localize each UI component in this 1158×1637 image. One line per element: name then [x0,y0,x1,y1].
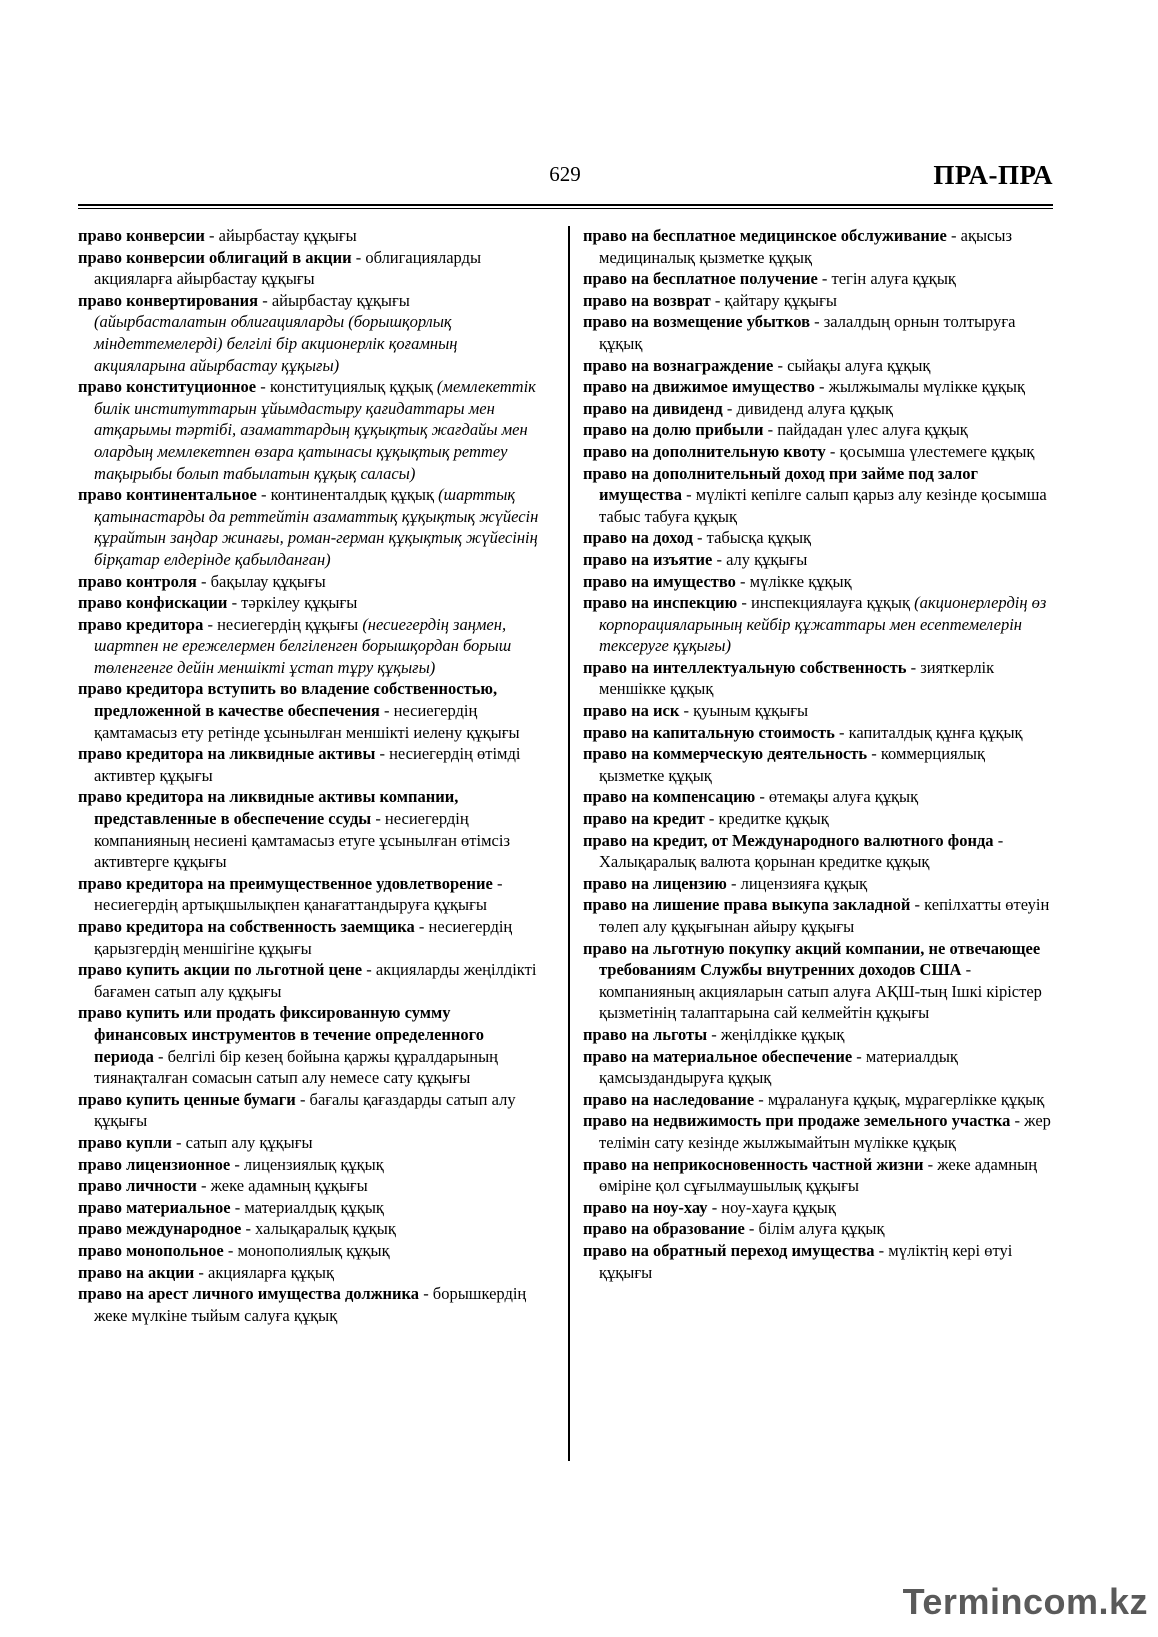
entry-term: право на имущество [583,571,736,591]
entry-definition: - мүліктің кері өтуі құқығы [599,1240,1013,1282]
entry-term: право на доход [583,528,693,548]
entry-term: право кредитора на ликвидные активы компании, представленные в обеспечение ссуды [78,787,459,829]
dictionary-entry [78,484,543,570]
entry-term: право на капитальную стоимость [583,722,835,742]
dictionary-entry [583,808,1053,830]
entry-definition: - материалдық қамсыздандыруға құқық [599,1046,958,1088]
entry-definition: - зияткерлік меншікке құқық [599,657,995,699]
dictionary-entry [78,1002,543,1088]
entry-term: право континентальное [78,485,257,505]
dictionary-entry [583,441,1053,463]
entry-term: право личности [78,1176,197,1196]
entry-definition: - жылжымалы мүлікке құқық [814,377,1026,397]
entry-term: право на наследование [583,1089,755,1109]
entry-term: право кредитора [78,614,204,634]
entry-note: (мемлекеттік билік институттарын ұйымдастыру қағидаттары мен атқарымы тәртібі, азаматтардың құқықтық жағдайы мен олардың мемлекетпен өзара қатынасы құқықтық реттеу тақырыбы болып табылатын құқық саласы) [94,377,536,483]
entry-term: право на движимое имущество [583,377,815,397]
entry-definition: - Халықаралық валюта қорынан кредитке құқық [599,830,1004,872]
entry-term: право кредитора на собственность заемщика [78,917,415,936]
dictionary-entry [583,830,1053,873]
dictionary-entry [78,376,543,484]
dictionary-entry [583,592,1053,657]
entry-definition: - конституциялық құқық [256,377,437,397]
dictionary-entry [78,678,543,743]
entry-term: право конвертирования [78,290,259,310]
dictionary-entry [78,873,543,916]
dictionary-entry [78,290,543,376]
entry-definition: - пайдадан үлес алуға құқық [763,420,968,440]
entry-term: право кредитора на преимущественное удовлетворение [78,873,493,893]
entry-term: право кредитора вступить во владение собственностью, предложенной в качестве обеспечения [78,679,498,721]
entry-definition: - алу құқығы [712,549,808,569]
entry-definition: - облигацияларды акцияларға айырбастау құқығы [94,247,482,289]
entry-term: право на иск [583,701,680,721]
entry-definition: - мүлікке құқық [735,571,852,591]
entry-definition: - несиегердің артықшылықпен қанағаттандыруға құқығы [94,873,503,915]
entry-term: право купить ценные бумаги [78,1089,296,1109]
entry-definition: - қосымша үлестемеге құқық [825,441,1035,461]
dictionary-entry [78,1175,543,1197]
entry-definition: - білім алуға құқық [744,1219,885,1239]
entry-definition: - мүлікті кепілге салып қарыз алу кезінде қосымша табыс табуға құқық [599,485,1047,526]
entry-definition: - монополиялық құқық [223,1240,390,1260]
dictionary-entry [583,1024,1053,1046]
entry-term: право материальное [78,1197,231,1217]
dictionary-entry [583,657,1053,700]
dictionary-entry [583,419,1053,441]
entry-definition: - инспекциялауға құқық [737,593,915,613]
dictionary-entry [583,894,1053,937]
entry-definition: - материалдық құқық [230,1197,384,1217]
entry-term: право на возврат [583,290,711,310]
entry-definition: - акцияларды жеңілдікті бағамен сатып алу құқығы [94,960,537,1001]
dictionary-entry [583,786,1053,808]
entry-term: право конфискации [78,593,228,613]
dictionary-entry [78,743,543,786]
entry-term: право международное [78,1219,242,1239]
dictionary-entry [583,549,1053,571]
entry-term: право на бесплатное медицинское обслуживание [583,226,947,245]
entry-definition: - табысқа құқық [692,528,812,548]
dictionary-entry [583,225,1053,268]
dictionary-entry [583,311,1053,354]
dictionary-entry [583,1046,1053,1089]
entry-definition: - несиегердің қарызгердің меншігіне құқығы [94,917,513,958]
entry-term: право контроля [78,571,197,591]
dictionary-entry [583,1240,1053,1283]
entry-term: право на лицензию [583,873,727,893]
dictionary-entry [78,1283,543,1326]
dictionary-entry [583,355,1053,377]
dictionary-entry [78,1240,543,1262]
entry-definition: - жеке адамның құқығы [196,1176,368,1196]
entry-term: право на изъятие [583,549,713,569]
entry-term: право купли [78,1132,172,1152]
entry-term: право купить акции по льготной цене [78,960,363,980]
entry-note: (акционерлердің өз корпорацияларының кейбір құжаттары мен есептемелерін тексеруге құқығы) [599,593,1047,656]
dictionary-entry [583,268,1053,290]
entry-definition: - кредитке құқық [704,809,829,829]
entry-definition: - ақысыз медициналық қызметке құқық [599,226,1012,267]
entry-term: право конституционное [78,377,257,397]
dictionary-entry [78,916,543,959]
entry-definition: - несиегердің өтімді активтер құқығы [94,744,521,785]
entry-term: право на коммерческую деятельность [583,744,868,764]
entry-definition: - ноу-хауға құқық [707,1197,836,1217]
watermark-logo: Termincom.kz [902,1581,1148,1622]
right-column [583,225,1053,1283]
entry-definition: - коммерциялық қызметке құқық [599,744,986,785]
dictionary-entry [583,873,1053,895]
dictionary-entry [583,290,1053,312]
entry-term: право кредитора на ликвидные активы [78,744,376,764]
entry-definition: - мұралануға құқық, мұрагерлікке құқық [754,1089,1045,1109]
entry-term: право на ноу-хау [583,1197,708,1217]
entry-term: право на дивиденд [583,398,723,418]
left-column [78,225,543,1326]
dictionary-entry [78,225,543,247]
entry-definition: - лицензияға құқық [726,873,868,893]
entry-term: право на льготы [583,1024,708,1044]
entry-term: право на долю прибыли [583,420,764,440]
entry-definition: - капиталдық құнға құқық [834,722,1023,742]
entry-term: право на лишение права выкупа закладной [583,895,911,915]
dictionary-entry [583,743,1053,786]
entry-note: (айырбасталатын облигацияларды (борышқорлық міндеттемелерді) белгілі бір акционерлік қоғамның акцияларына айырбастау құқығы) [94,312,458,375]
entry-term: право на материальное обеспечение [583,1046,853,1066]
entry-definition: - жеңілдікке құқық [707,1024,845,1044]
entry-definition: - несиегердің қамтамасыз ету ретінде ұсынылған меншікті иелену құқығы [94,701,520,742]
entry-term: право на арест личного имущества должника [78,1284,420,1304]
entry-term: право на акции [78,1262,195,1282]
entry-term: право на интеллектуальную собственность [583,657,907,677]
entry-definition: - айырбастау құқығы [204,226,357,245]
entry-definition: - акцияларға құқық [194,1262,335,1282]
dictionary-entry [78,1218,543,1240]
dictionary-entry [583,1154,1053,1197]
entry-definition: - несиегердің құқығы [203,614,363,634]
dictionary-entry [583,1089,1053,1111]
entry-term: право на бесплатное получение [583,269,818,289]
entry-note: (шарттық қатынастарды да реттейтін азаматтық құқықтық жүйесін құрайтын заңдар жинағы, роман-герман құқықтық жүйесінің бірқатар елдерінде қабылданған) [94,485,539,569]
header-rule-thick [78,204,1053,206]
dictionary-entry [78,1154,543,1176]
entry-term: право конверсии облигаций в акции [78,247,352,267]
entry-term: право на недвижимость при продаже земельного участка [583,1111,1011,1131]
dictionary-entry [583,700,1053,722]
dictionary-entry [583,938,1053,1024]
dictionary-entry [78,1132,543,1154]
entry-term: право на кредит, от Международного валютного фонда [583,830,994,850]
dictionary-entry [583,1110,1053,1153]
entry-definition: - жер телімін сату кезінде жылжымайтын мүлікке құқық [599,1111,1051,1152]
dictionary-entry [583,463,1053,528]
entry-definition: - сыйақы алуға құқық [773,355,931,375]
entry-term: право на обратный переход имущества [583,1240,875,1260]
dictionary-entry [583,1197,1053,1219]
dictionary-entry [78,786,543,872]
entry-definition: - өтемақы алуға құқық [755,787,919,807]
entry-definition: - борышкердің жеке мүлкіне тыйым салуға құқық [94,1284,527,1325]
entry-term: право на дополнительную квоту [583,441,826,461]
dictionary-entry [78,1197,543,1219]
dictionary-entry [78,571,543,593]
entry-definition: - тегін алуға құқық [817,269,956,289]
entry-definition: - жеке адамның өміріне қол сұғылмаушылық құқығы [599,1154,1038,1196]
entry-definition: - компанияның акцияларын сатып алуға АҚШ-тың Ішкі кірістер қызметінің талаптарына сай келмейтін құқығы [599,960,1042,1023]
dictionary-entry [583,571,1053,593]
entry-definition: - тәркілеу құқығы [227,593,358,613]
entry-definition: - дивиденд алуға құқық [722,398,894,418]
entry-term: право на возмещение убытков [583,312,811,332]
entry-term: право на инспекцию [583,593,738,613]
entry-term: право на льготную покупку акций компании, не отвечающее требованиям Службы внутренних доходов США [583,938,1041,980]
dictionary-entry [78,1262,543,1284]
entry-definition: - бақылау құқығы [196,571,326,591]
dictionary-entry [78,614,543,679]
dictionary-entry [78,1089,543,1132]
dictionary-entry [78,959,543,1002]
entry-definition: - несиегердің компанияның несиені қамтамасыз етуге ұсынылған өтімсіз активтерге құқығы [94,809,510,872]
page-number: 629 [549,162,581,186]
dictionary-entry [583,527,1053,549]
entry-definition: - лицензиялық құқық [230,1154,384,1174]
entry-term: право конверсии [78,226,205,245]
entry-term: право купить или продать фиксированную сумму финансовых инструментов в течение определенного периода [78,1003,485,1066]
dictionary-entry [583,1218,1053,1240]
entry-definition: - кепілхатты өтеуін төлеп алу құқығынан айыру құқығы [599,895,1050,936]
entry-term: право на образование [583,1219,745,1239]
dictionary-entry [78,247,543,290]
entry-definition: - залалдың орнын толтыруға құқық [599,312,1016,353]
entry-definition: - халықаралық құқық [241,1219,396,1239]
entry-definition: - белгілі бір кезең бойына қаржы құралдарының тиянақталған сомасын сатып алу немесе сату құқығы [94,1046,499,1088]
entry-definition: - бағалы қағаздарды сатып алу құқығы [94,1089,516,1131]
entry-term: право на кредит [583,809,705,829]
entry-definition: - айырбастау құқығы [258,290,410,310]
entry-term: право на компенсацию [583,787,756,807]
entry-note: (несиегердің заңмен, шартпен не ережелермен белгіленген борышқордан борыш төленгенге дейін меншікті ұстап тұру құқығы) [94,614,512,677]
dictionary-entry [583,376,1053,398]
header-rule-thin [78,208,1053,209]
dictionary-entry [583,398,1053,420]
entry-definition: - континенталдық құқық [256,485,439,505]
section-title: ПРА-ПРА [933,160,1053,190]
entry-term: право на вознаграждение [583,355,774,375]
entry-definition: - қайтару құқығы [710,290,837,310]
entry-term: право на неприкосновенность частной жизни [583,1154,924,1174]
column-divider [568,226,570,1461]
entry-definition: - сатып алу құқығы [171,1132,313,1152]
entry-definition: - қуыным құқығы [679,701,809,721]
entry-term: право на дополнительный доход при займе под залог имущества [583,463,979,505]
entry-term: право лицензионное [78,1154,231,1174]
dictionary-entry [78,592,543,614]
entry-term: право монопольное [78,1240,224,1260]
dictionary-entry [583,722,1053,744]
